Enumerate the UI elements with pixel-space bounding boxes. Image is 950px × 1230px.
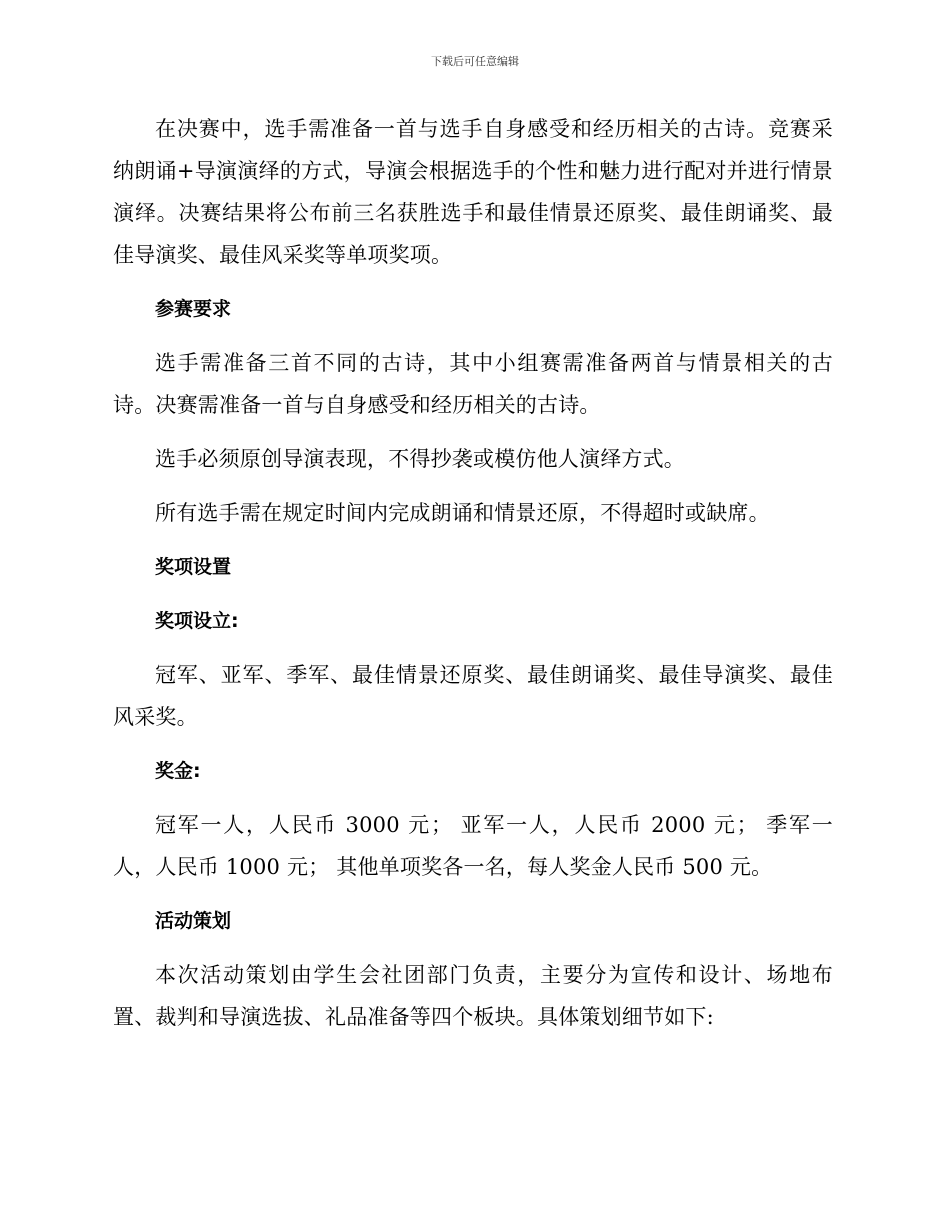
heading-requirements: 参赛要求 bbox=[155, 298, 232, 320]
heading-awards-set: 奖项设立: bbox=[155, 610, 239, 632]
page-header: 下载后可任意编辑 bbox=[431, 55, 519, 68]
heading-awards: 奖项设置 bbox=[155, 556, 232, 578]
heading-planning: 活动策划 bbox=[155, 910, 232, 932]
paragraph-final-round: 在决赛中，选手需准备一首与选手自身感受和经历相关的古诗。竞赛采纳朗诵+导演演绎的方式，导演会根据选手的个性和魅力进行配对并进行情景演绎。决赛结果将公布前三名获胜选手和最佳情景还原奖、最佳朗诵奖、最佳导演奖、最佳风采奖等单项奖项。 bbox=[113, 117, 833, 267]
paragraph-award-list: 冠军、亚军、季军、最佳情景还原奖、最佳朗诵奖、最佳导演奖、最佳风采奖。 bbox=[113, 663, 833, 729]
heading-prize-money: 奖金: bbox=[155, 760, 201, 782]
paragraph-time-limit: 所有选手需在规定时间内完成朗诵和情景还原，不得超时或缺席。 bbox=[155, 501, 770, 525]
paragraph-prize-amounts: 冠军一人，人民币 3000 元； 亚军一人，人民币 2000 元； 季军一人，人民币 1000 元； 其他单项奖各一名，每人奖金人民币 500 元。 bbox=[113, 813, 833, 879]
paragraph-poem-requirement: 选手需准备三首不同的古诗，其中小组赛需准备两首与情景相关的古诗。决赛需准备一首与自身感受和经历相关的古诗。 bbox=[113, 351, 833, 417]
paragraph-originality: 选手必须原创导演表现，不得抄袭或模仿他人演绎方式。 bbox=[155, 447, 685, 471]
document-body bbox=[113, 108, 833, 1050]
paragraph-planning-details: 本次活动策划由学生会社团部门负责，主要分为宣传和设计、场地布置、裁判和导演选拔、礼品准备等四个板块。具体策划细节如下: bbox=[113, 963, 833, 1029]
